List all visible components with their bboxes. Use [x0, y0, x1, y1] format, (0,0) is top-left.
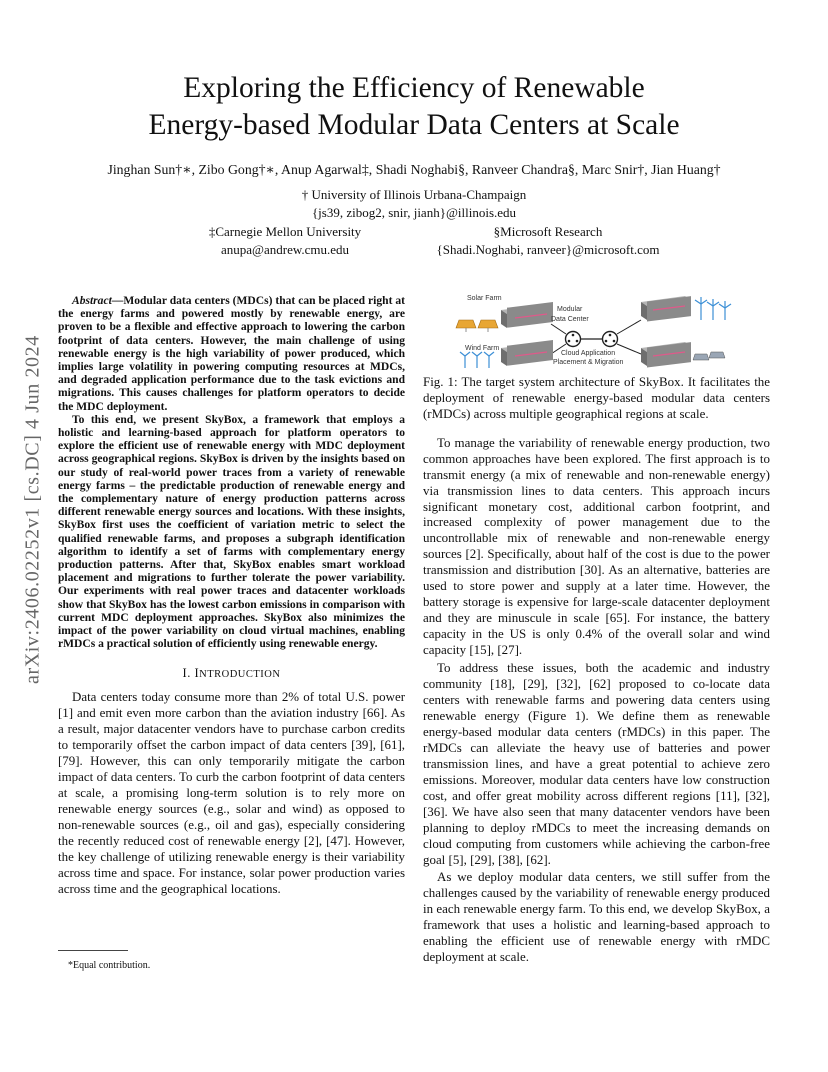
footnote-divider [58, 950, 128, 951]
title-line-2: Energy-based Modular Data Centers at Scale [148, 109, 680, 141]
affiliation-uiuc-name: † University of Illinois Urbana-Champaign [301, 187, 527, 202]
right-column-text [423, 435, 770, 965]
modular-container-icon [501, 340, 553, 366]
left-column [58, 295, 405, 899]
wind-farm-label: Wind Farm [465, 345, 500, 352]
introduction-text [58, 689, 405, 896]
affiliation-uiuc-email: {js39, zibog2, snir, jianh}@illinois.edu [311, 205, 517, 220]
network-node-icon [603, 332, 618, 347]
affiliation-cmu-name: ‡Carnegie Mellon University [208, 224, 362, 239]
data-center-label: Data Center [551, 316, 589, 323]
abstract-label: Abstract [72, 295, 112, 307]
modular-container-icon [641, 296, 691, 321]
abstract-paragraph-2: To this end, we present SkyBox, a framework that employs a holistic and learning-based approach for platform operators to explore the efficient use of renewable energy with MDC deployment across geographical regions. SkyBox is driven by the insights based on our study of real-world power traces from a variety of renewable energy farms – the predictable production of renewable energy and the complementary nature of energy production patterns across different renewable energy sources and locations. With these insights, SkyBox first uses the coefficient of variation metric to select the qualified renewable farms, and proposes a subgraph identification algorithm to identify a set of farms with complementary energy production patterns. After that, SkyBox enables smart workload placement and migrations to further tolerate the power variability. Our experiments with real power traces and datacenter workloads show that SkyBox has the lowest carbon emissions in comparison with current MDC deployment approaches. SkyBox also minimizes the impact of the power variability on cloud virtual machines, enabling rMDCs a practical solution of efficiently using renewable energy. [58, 413, 405, 651]
architecture-diagram [423, 290, 770, 368]
solar-panel-icon [693, 352, 725, 360]
affiliation-cmu [160, 223, 410, 259]
network-node-icon [566, 332, 581, 347]
abstract [58, 295, 405, 651]
paper-title [60, 70, 768, 144]
cloud-application-label: Cloud Application [561, 350, 616, 357]
affiliation-uiuc [200, 186, 628, 222]
right-paragraph-3: As we deploy modular data centers, we still suffer from the challenges caused by the variability of renewable energy produced in each renewable energy farm. To this end, we develop SkyBox, a framework that uses a holistic and learning-based approach to enabling the efficient use of renewable energy with rMDC deployment at scale. [423, 869, 770, 965]
network-link [617, 344, 641, 354]
wind-turbine-icon [460, 352, 494, 368]
solar-farm-label: Solar Farm [467, 295, 502, 302]
title-line-1: Exploring the Efficiency of Renewable [183, 72, 645, 104]
affiliation-msr-name: §Microsoft Research [493, 224, 603, 239]
affiliation-cmu-email: anupa@andrew.cmu.edu [220, 242, 350, 257]
affiliation-msr [418, 223, 678, 259]
introduction-paragraph-1: Data centers today consume more than 2% of total U.S. power [1] and emit even more carbon than the aviation industry [66]. As a result, major datacenter vendors have to purchase carbon credits to temporarily offset the carbon impact of data centers [39], [61], [79]. However, this can only temporarily mitigate the carbon impact of data centers. To curb the carbon footprint of data centers at scale, a promising long-term solution is to rely more on renewable energy sources (e.g., solar and wind) as opposed to non-renewable sources (e.g., oil and gas), especially considering the recently reduced cost of renewable energy [2], [47]. However, the key challenge of utilizing renewable energy is their variability across time and space. For instance, solar power production varies across time and the geographical locations. [58, 689, 405, 896]
footnote-equal-contribution: *Equal contribution. [68, 960, 151, 971]
figure-1-architecture [423, 290, 770, 368]
modular-label: Modular [557, 306, 583, 313]
right-column [423, 290, 770, 967]
network-link [551, 324, 566, 334]
affiliation-msr-email: {Shadi.Noghabi, ranveer}@microsoft.com [436, 242, 660, 257]
section-title-initial: I [194, 666, 200, 681]
section-heading-introduction [58, 666, 405, 681]
right-paragraph-2: To address these issues, both the academic and industry community [18], [29], [32], [62] proposed to co-locate data centers with renewable farms and powering data centers using renewable energy (Figure 1). We define them as renewable energy-based modular data centers (rMDCs) in this paper. The rMDCs can alleviate the heavy use of batteries and power transmission lines, and have a great potential to achieve zero emissions. Moreover, modular data centers have low construction cost, and offer great mobility across different regions [11], [32], [36]. We have also seen that many datacenter vendors have been planning to deploy rMDCs to meet the increasing demands on cloud computing from customers while achieving the carbon-free goal [5], [29], [38], [62]. [423, 660, 770, 867]
figure-1-caption: Fig. 1: The target system architecture of SkyBox. It facilitates the deployment of renewable energy-based modular data centers (rMDCs) across multiple geographical regions at scale. [423, 374, 770, 421]
section-title-rest: NTRODUCTION [199, 669, 281, 681]
section-number: I. [182, 666, 191, 681]
abstract-paragraph-1 [58, 295, 405, 414]
modular-container-icon [501, 302, 553, 328]
placement-migration-label: Placement & Migration [553, 359, 624, 366]
network-link [617, 320, 641, 334]
author-list: Jinghan Sun†∗, Zibo Gong†∗, Anup Agarwal‡, Shadi Noghabi§, Ranveer Chandra§, Marc Snir†, Jian Huang† [107, 162, 721, 177]
arxiv-identifier: arXiv:2406.02252v1 [cs.DC] 4 Jun 2024 [21, 335, 44, 685]
abstract-text-1: —Modular data centers (MDCs) that can be placed right at the energy farms and powered mostly by renewable energy, are proven to be a flexible and effective approach to lowering the carbon footprint of data centers. However, the main challenge of using renewable energy is the high variability of power produced, which implies large volatility in powering computing resources at MDCs, and degraded application performance due to the task evictions and migrations. This causes challenges for platform operators to decide the MDC deployment. [58, 295, 405, 413]
right-paragraph-1: To manage the variability of renewable energy production, two common approaches have been explored. The first approach is to transmit energy (a mix of renewable and non-renewable energy) via transmission lines to data centers. This approach incurs significant monetary cost, additional carbon footprint, and increased complexity of power management due to the uncontrollable mix of renewable and non-renewable energy sources [2]. Specifically, about half of the cost is due to the power transmission and distribution [30]. As an alternative, batteries are used to store power and supply at a later time. However, the battery storage is expensive for large-scale datacenter deployment and they are minuscule in scale [65]. For instance, the battery capacity in the US is only 0.4% of the overall solar and wind capacity [15], [27]. [423, 434, 770, 658]
modular-container-icon [641, 342, 691, 367]
solar-panel-icon [456, 320, 498, 332]
wind-turbine-icon [695, 297, 731, 320]
